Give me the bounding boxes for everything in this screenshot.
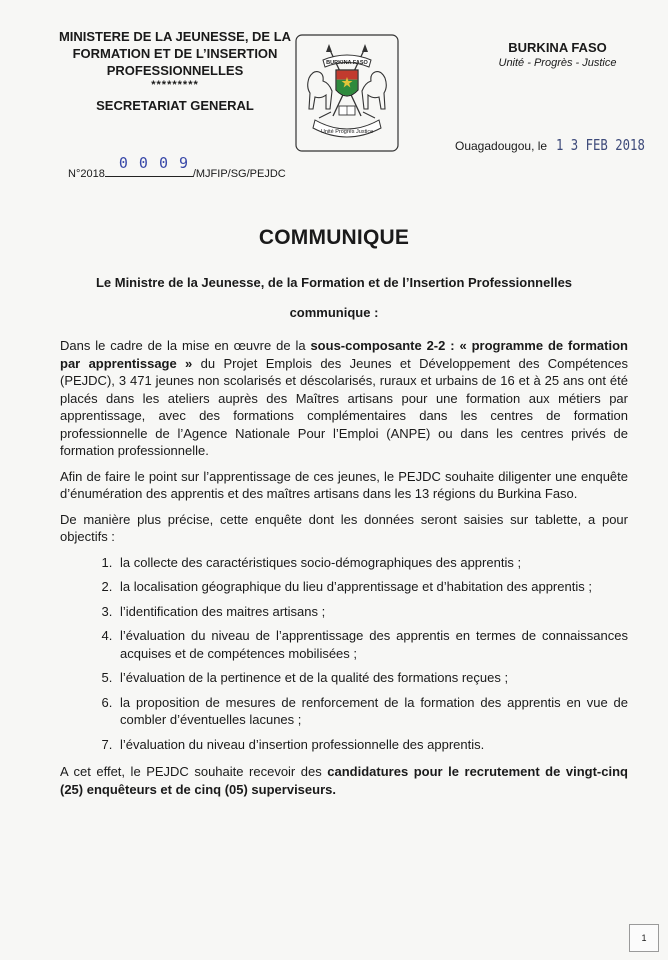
- national-motto: Unité - Progrès - Justice: [498, 57, 617, 69]
- list-item: 5. l’évaluation de la pertinence et de la qualité des formations reçues ;: [116, 669, 628, 687]
- ministry-line-3: PROFESSIONNELLES: [106, 63, 244, 78]
- coat-of-arms-icon: [295, 34, 399, 152]
- ministry-line-2: FORMATION ET DE L’INSERTION: [72, 46, 278, 61]
- list-item: 7. l’évaluation du niveau d’insertion professionnelle des apprentis.: [116, 736, 628, 754]
- svg-text:Unité Progrès Justice: Unité Progrès Justice: [320, 129, 374, 135]
- document-title: COMMUNIQUE: [258, 226, 410, 249]
- objectives-list: [60, 554, 628, 754]
- ministry-header: [50, 28, 300, 114]
- handwritten-number: 0 0 0 9: [118, 154, 190, 172]
- list-item: 1. la collecte des caractéristiques socio-démographiques des apprentis ;: [116, 554, 628, 572]
- country-header: [495, 40, 620, 70]
- reference-suffix: /MJFIP/SG/PEJDC: [192, 168, 286, 180]
- paragraph-text: du Projet Emplois des Jeunes et Développement des Compétences (PEJDC), 3 471 jeunes non scolarisés et déscolarisés, ruraux et urbains de 16 et à 25 ans ont été placés dans les ateliers auprès des Maîtres artisans pour une formation aux métiers par apprentissage, avec des formations complémentaires dans les centres de formation professionnelle de l’Agence Nationale Pour l’Emploi (ANPE) ou dans les centres privés de formation professionnelle.: [60, 355, 628, 458]
- paragraph-purpose: Afin de faire le point sur l’apprentissage de ces jeunes, le PEJDC souhaite diligenter une enquête d’énumération des apprentis et des maîtres artisans dans les 13 régions du Burkina Faso.: [60, 468, 628, 501]
- list-item: 2. la localisation géographique du lieu d’apprentissage et d’habitation des apprentis ;: [116, 578, 628, 596]
- reference-prefix: N°2018: [68, 168, 105, 180]
- paragraph-call: [60, 763, 628, 798]
- list-item: 3. l’identification des maitres artisans ;: [116, 603, 628, 621]
- reference-blank: [105, 154, 193, 177]
- paragraph-objectives-intro: De manière plus précise, cette enquête dont les données seront saisies sur tablette, a pour objectifs :: [60, 511, 628, 544]
- dateline: [455, 136, 665, 154]
- paragraph-bold-text: sous-composante 2-2 : « programme de formation par apprentissage »: [60, 338, 628, 371]
- place-label: Ouagadougou, le: [455, 139, 548, 153]
- paragraph-bold-text: candidatures pour le recrutement de vingt-cinq (25) enquêteurs et de cinq (05) superviseurs.: [60, 764, 628, 797]
- country-name: BURKINA FASO: [508, 40, 607, 55]
- paragraph-context: [60, 337, 628, 460]
- ministry-line-1: MINISTERE DE LA JEUNESSE, DE LA: [58, 29, 292, 44]
- date-stamp: 1 3 FEB 2018: [556, 136, 646, 154]
- page-number: 1: [629, 924, 659, 952]
- document-body: [60, 337, 628, 806]
- list-item: 6. la proposition de mesures de renforcement de la formation des apprentis en vue de combler d’éventuelles lacunes ;: [116, 694, 628, 729]
- reference-number: [68, 154, 286, 180]
- issuer-line: Le Ministre de la Jeunesse, de la Formation et de l’Insertion Professionnelles: [95, 275, 573, 290]
- separator-stars: *********: [151, 79, 199, 91]
- paragraph-text: A cet effet, le PEJDC souhaite recevoir des: [60, 764, 328, 779]
- svg-text:BURKINA FASO: BURKINA FASO: [326, 60, 368, 66]
- list-item: 4. l’évaluation du niveau de l’apprentissage des apprentis en termes de connaissances acquises et de compétences mobilisées ;: [116, 627, 628, 662]
- paragraph-text: Dans le cadre de la mise en œuvre de la: [60, 338, 311, 353]
- communique-line: communique :: [289, 305, 379, 320]
- secretariat-general: SECRETARIAT GENERAL: [96, 98, 254, 113]
